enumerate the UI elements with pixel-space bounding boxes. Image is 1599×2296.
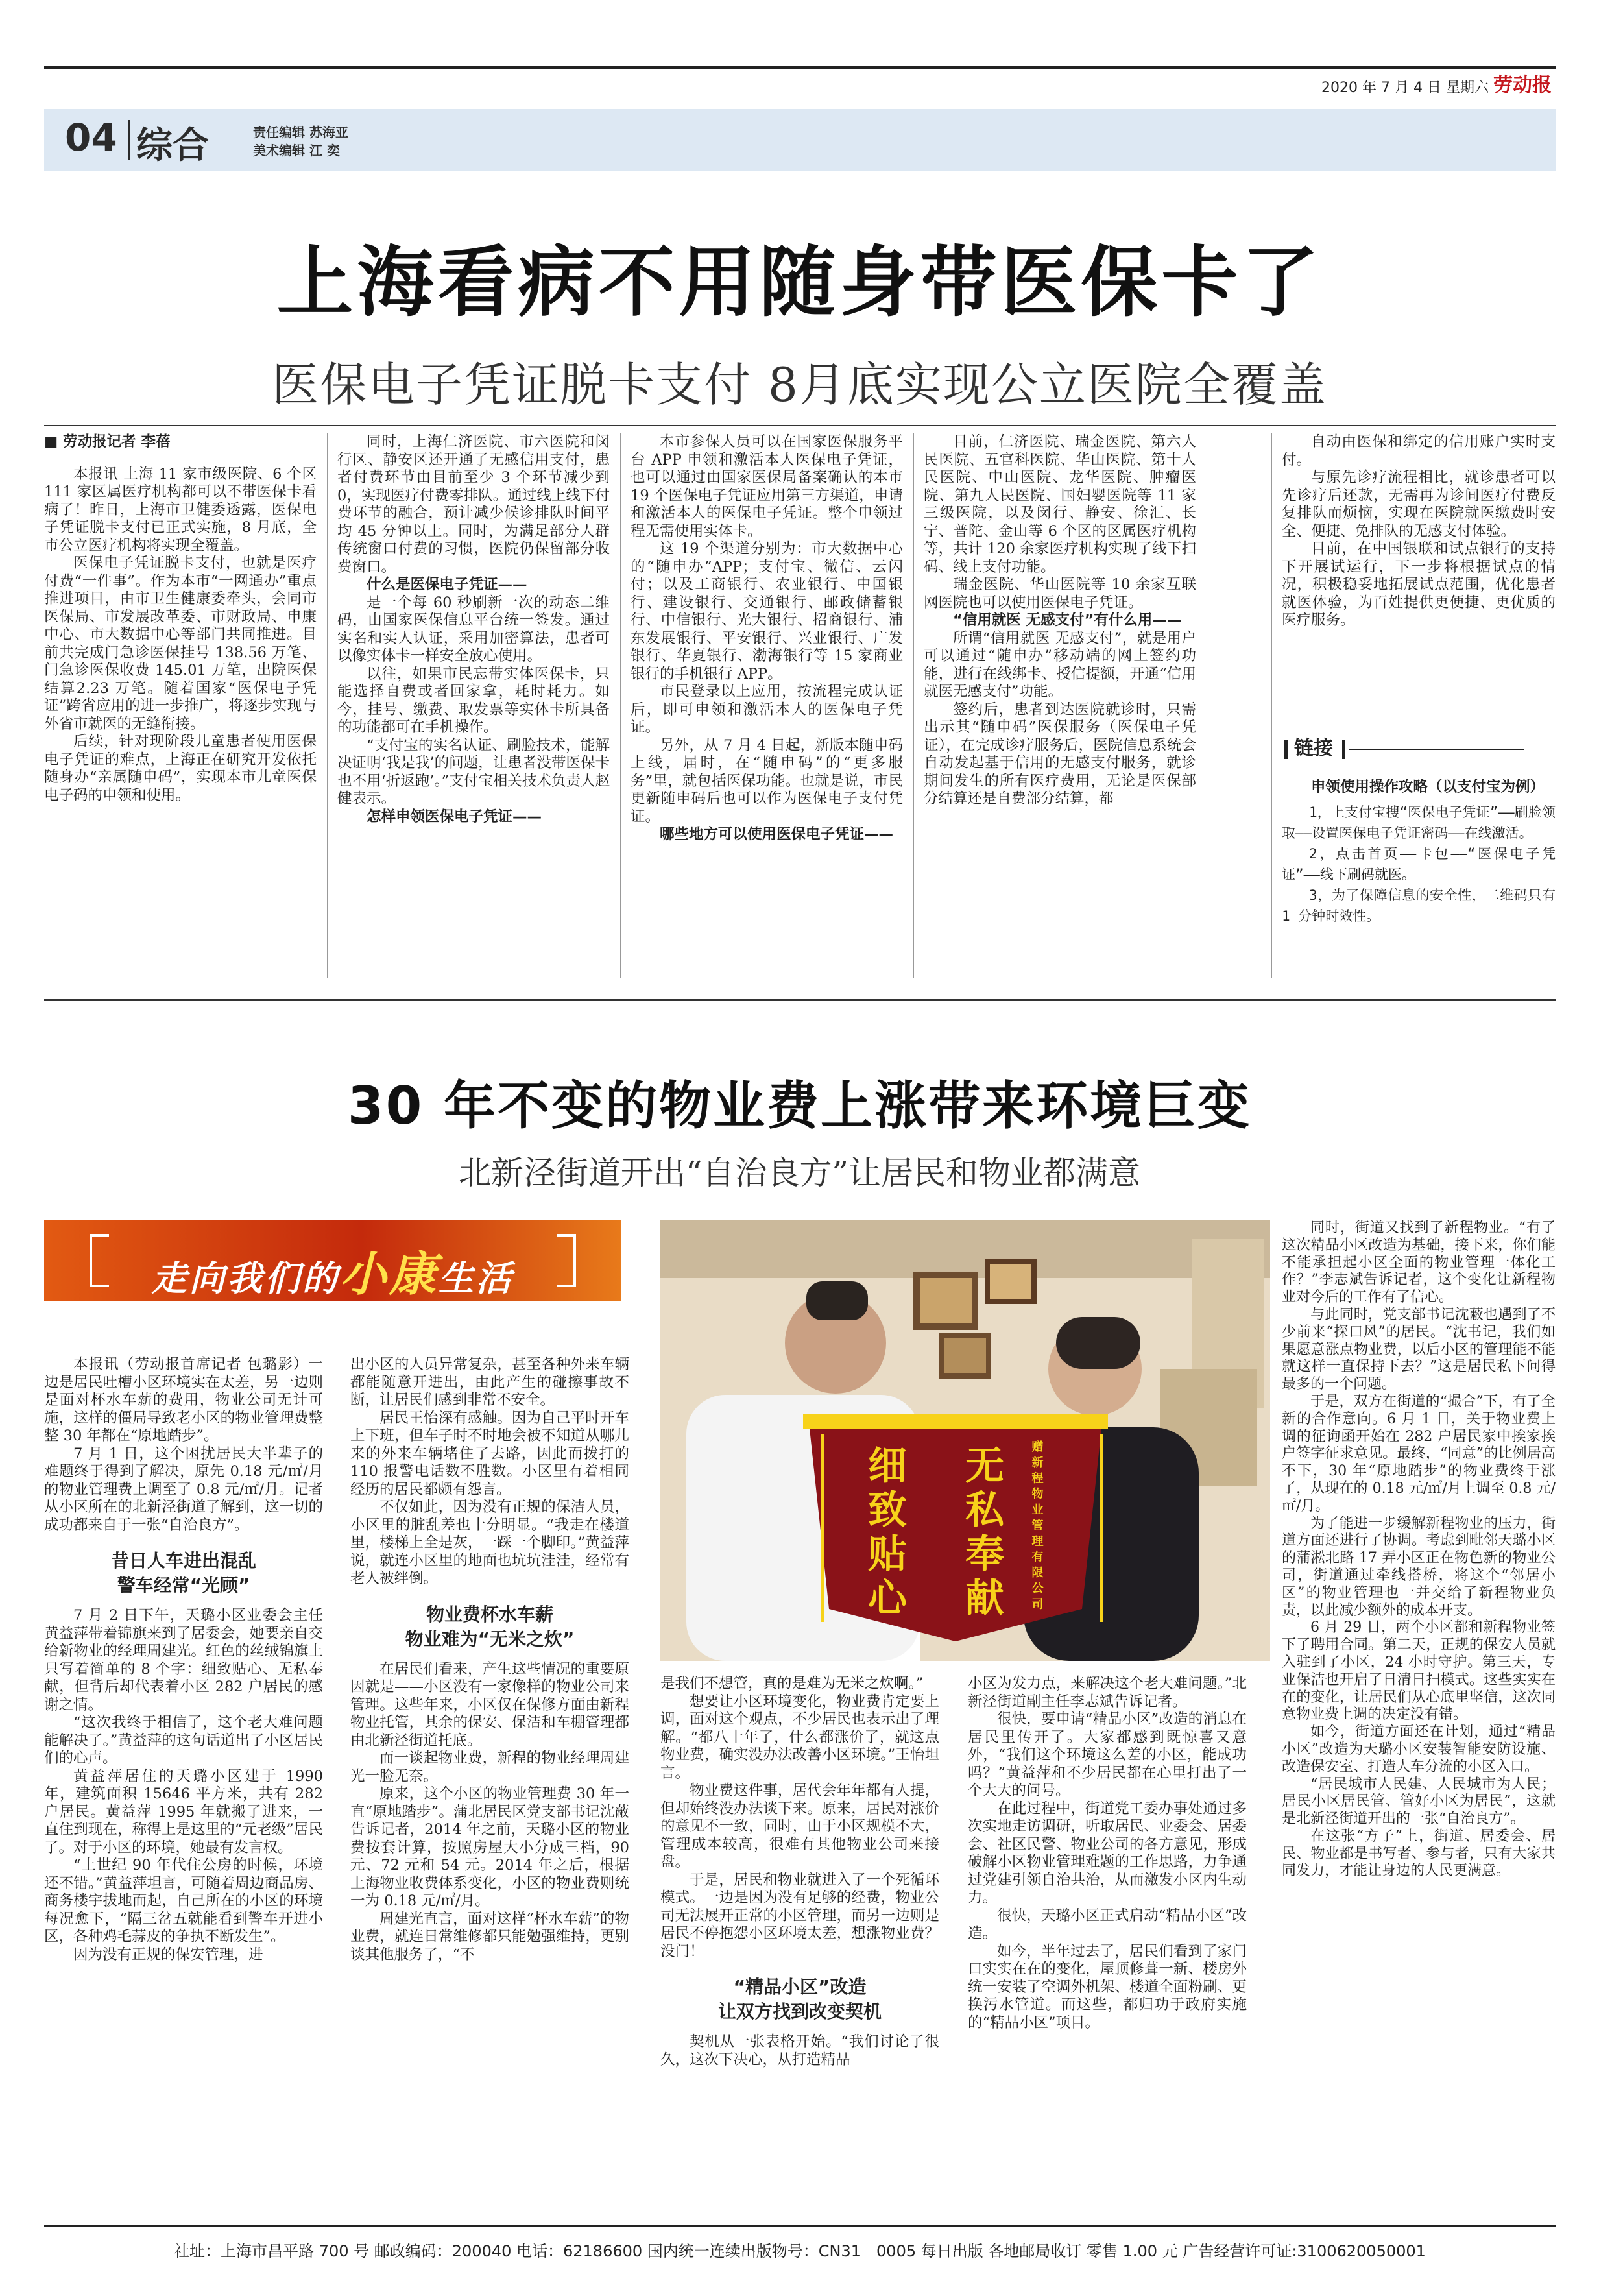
paragraph: 于是，双方在街道的“撮合”下，有了全新的合作意向。6 月 1 日，关于物业费上调的征询函开始在 282 户居民家中挨家挨户签字征求意见。最终，“同意”的比例居高不下，30 年“原地踏步”的物业费终于涨了，从现在的 0.18 元/㎡/月上调至 0.8 元/㎡/月。 [1282, 1393, 1556, 1514]
paragraph: 而一谈起物业费，新程的物业经理周建光一脸无奈。 [350, 1750, 629, 1785]
article2-subhead: 北新泾街道开出“自治良方”让居民和物业都满意 [458, 1154, 1141, 1192]
pennant-char: 奉 [965, 1532, 1004, 1577]
footer-info: 社址：上海市昌平路 700 号 邮政编码：200040 电话：62186600 国内统一连续出版物号：CN31－0005 每日出版 各地邮局收订 零售 1.00 元 广告经营许可证:3100620050001 [174, 2242, 1426, 2260]
pennant-char: 贴 [868, 1532, 907, 1577]
subheading: 怎样申领医保电子凭证—— [367, 808, 542, 825]
pennant-char: 献 [965, 1576, 1004, 1621]
column-sep [620, 433, 621, 978]
top-rule [44, 66, 1556, 69]
paragraph: 周建光直言，面对这样“杯水车薪”的物业费，就连日常维修都只能勉强维持，更别谈其他服务了，“不 [350, 1910, 629, 1963]
section-title: 综合 [136, 124, 209, 167]
news-photo [660, 1220, 1270, 1661]
link-item: 1，上支付宝搜“医保电子凭证”——刷脸领取——设置医保电子凭证密码——在线激活。 [1282, 804, 1556, 841]
paragraph: 后续，针对现阶段儿童患者使用医保电子凭证的难点，上海正在研究开发依托随身办“亲属随申码”，实现本市儿童医保电子码的申领和使用。 [44, 733, 317, 804]
paragraph: 在这张“方子”上，街道、居委会、居民、物业都是书写者、参与者，只有大家共同发力，才能让身边的人民更满意。 [1282, 1828, 1556, 1879]
article1-col4 [924, 433, 1196, 808]
paragraph: 这 19 个渠道分别为：市大数据中心的“随申办”APP；支付宝、微信、云闪付；以及工商银行、农业银行、中国银行、建设银行、交通银行、邮政储蓄银行、中信银行、光大银行、招商银行、浦东发展银行、平安银行、兴业银行、广发银行、华夏银行、渤海银行等 15 家商业银行的手机银行 APP。 [631, 540, 903, 683]
paragraph: 契机从一张表格开始。“我们讨论了很久，这次下决心，从打造精品 [660, 2033, 939, 2068]
paragraph: 目前，在中国银联和试点银行的支持下开展试运行，下一步将根据试点的情况，积极稳妥地拓展试点范围，优化患者就医体验，为百姓提供更便捷、更优质的医疗服务。 [1282, 540, 1556, 629]
paragraph: 自动由医保和绑定的信用账户实时支付。 [1282, 433, 1556, 468]
byline: ■ 劳动报记者 李蓓 [44, 433, 171, 450]
paragraph: 同时，街道又找到了新程物业。“有了这次精品小区改造为基础，接下来，你们能不能承担起小区全面的物业管理一体化工作？”李志斌告诉记者，这个变化让新程物业对今后的工作有了信心。 [1282, 1220, 1556, 1306]
column-sep [1271, 433, 1272, 978]
link-box [1282, 779, 1556, 926]
paragraph: 7 月 2 日下午，天璐小区业委会主任黄益萍带着锦旗来到了居委会，她要亲自交给新物业的经理周建光。红色的丝绒锦旗上只写着简单的 8 个字：细致贴心、无私奉献，但背后却代表着小区 282 户居民的感谢之情。 [44, 1607, 323, 1713]
column-banner [44, 1220, 621, 1301]
paragraph: 签约后，患者到达医院就诊时，只需出示其“随申码”医保服务（医保电子凭证），在完成诊疗服务后，医院信息系统会自动发起基于信用的无感支付服务，就诊期间发生的所有医疗费用，无论是医保部分结算还是自费部分结算，都 [924, 701, 1196, 807]
paragraph: 目前，仁济医院、瑞金医院、第六人民医院、五官科医院、华山医院、第十人民医院、中山医院、龙华医院、肿瘤医院、第九人民医院、国妇婴医院等 11 家三级医院，以及闵行、静安、徐汇、长宁、普陀、金山等 6 个区的区属医疗机构等，共计 120 余家医疗机构实现了线下扫码、线上支付功能。 [924, 433, 1196, 575]
paragraph: 是我们不想管，真的是难为无米之炊啊。” [660, 1675, 924, 1692]
article2-col2 [350, 1356, 629, 1964]
issue-date: 2020 年 7 月 4 日 星期六 [1321, 80, 1489, 96]
paragraph: 黄益萍居住的天璐小区建于 1990 年，建筑面积 15646 平方米，共有 282 户居民。黄益萍 1995 年就搬了进来，一直住到现在，称得上是这里的“元老级”居民了。对于小区的环境，她最有发言权。 [44, 1767, 323, 1856]
paragraph: “上世纪 90 年代住公房的时候，环境还不错。”黄益萍坦言，可随着周边商品房、商务楼宇拔地而起，自己所在的小区的环境每况愈下，“隔三岔五就能看到警车开进小区，各种鸡毛蒜皮的争执不断发生”。 [44, 1857, 323, 1945]
article1-col2 [337, 433, 610, 826]
subheading: 哪些地方可以使用医保电子凭证—— [660, 826, 894, 843]
paragraph: 居民王怡深有感触。因为自己平时开车上下班，但车子时不时地会被不知道从哪儿来的外来车辆堵住了去路，因此而拨打的 110 报警电话数不胜数。小区里有着相同经历的居民都颇有怨言。 [350, 1409, 629, 1498]
paragraph: 出小区的人员异常复杂，甚至各种外来车辆都能随意开进出，由此产生的碰擦事故不断，让居民们感到非常不安全。 [350, 1356, 629, 1408]
pennant-top: 赠 新 程 物 业 管 理 有 限 公 司 [1029, 1440, 1044, 1610]
crosshead: 物业费杯水车薪 物业难为“无米之炊” [405, 1603, 575, 1650]
paragraph: 本市参保人员可以在国家医保服务平台 APP 申领和激活本人医保电子凭证，也可以通过由国家医保局备案确认的本市 19 个医保电子凭证应用第三方渠道，申请和激活本人的医保电子凭证。整个申领过程无需使用实体卡。 [631, 433, 903, 540]
editor-line: 责任编辑 苏海亚 [253, 125, 348, 140]
paragraph: 为了能进一步缓解新程物业的压力，街道方面还进行了协调。考虑到毗邻天璐小区的蒲淞北路 17 弄小区正在物色新的物业公司，街道通过牵线搭桥，将这个“邻居小区”的物业管理也一并交给了新程物业负责，以此减少额外的成本开支。 [1282, 1515, 1556, 1619]
paragraph: 所谓“信用就医 无感支付”，就是用户可以通过“随申办”移动端的网上签约功能，进行在线绑卡、授信提额，开通“信用就医无感支付”功能。 [924, 629, 1196, 700]
paragraph: “支付宝的实名认证、刷脸技术，能解决证明‘我是我’的问题，让患者没带医保卡也不用‘折返跑’。”支付宝相关技术负责人赵健表示。 [337, 736, 610, 807]
paragraph: 是一个每 60 秒刷新一次的动态二维码，由国家医保信息平台统一签发。通过实名和实人认证，采用加密算法，患者可以像实体卡一样安全放心使用。 [337, 594, 610, 664]
article2-col3 [660, 1675, 939, 2069]
subheading: 什么是医保电子凭证—— [367, 576, 527, 593]
paragraph: 7 月 1 日，这个困扰居民大半辈子的难题终于得到了解决，原先 0.18 元/㎡/月的物业管理费上调至了 0.8 元/㎡/月。记者从小区所在的北新泾街道了解到，这一切的成功都来自于一张“自治良方”。 [44, 1445, 323, 1534]
banner-title [44, 1237, 621, 1301]
paragraph: 因为没有正规的保安管理，进 [73, 1946, 263, 1963]
paragraph: 原来，这个小区的物业管理费 30 年一直“原地踏步”。蒲北居民区党支部书记沈蔽告诉记者，2014 年之前，天璐小区的物业费按套计算，按照房屋大小分成三档，90 元、72 元和 54 元。2014 年之后，根据上海物业收费体系变化，小区的物业费则统一为 0.18 元/㎡/月。 [350, 1785, 629, 1909]
pennant-char: 细 [868, 1444, 907, 1489]
page-number: 04 [65, 115, 117, 160]
photo-illustration [660, 1220, 1270, 1661]
article-divider [44, 999, 1556, 1001]
crosshead: “精品小区”改造 让双方找到改变契机 [717, 1976, 882, 2022]
article1-rule [44, 425, 1556, 426]
paragraph: 很快，天璐小区正式启动“精品小区”改造。 [968, 1907, 1247, 1942]
paragraph: 小区为发力点，来解决这个老大难问题。”北新泾街道副主任李志斌告诉记者。 [968, 1675, 1247, 1710]
paragraph: 另外，从 7 月 4 日起，新版本随申码上线，届时，在“随申码”的“更多服务”里，就包括医保功能。也就是说，市民更新随申码后也可以作为医保电子支付凭证。 [631, 736, 903, 825]
article2-headline: 30 年不变的物业费上涨带来环境巨变 [347, 1076, 1252, 1136]
article1-headline: 上海看病不用随身带医保卡了 [276, 237, 1323, 327]
footer-rule [44, 2225, 1556, 2227]
column-sep [327, 433, 328, 978]
paragraph: 与此同时，党支部书记沈蔽也遇到了不少前来“探口风”的居民。“沈书记，我们如果愿意涨点物业费，以后小区的管理能不能就这样一直保持下去？”这是居民私下问得最多的一个问题。 [1282, 1306, 1556, 1393]
banner-right: 生活 [439, 1258, 514, 1299]
banner-left: 走向我们的 [151, 1258, 340, 1299]
paragraph: “这次我终于相信了，这个老大难问题能解决了。”黄益萍的这句话道出了小区居民们的心声。 [44, 1714, 323, 1767]
paragraph: 本报讯 上海 11 家市级医院、6 个区 111 家区属医疗机构都可以不带医保卡看病了！昨日，上海市卫健委透露，医保电子凭证脱卡支付已正式实施，8 月底，全市公立医疗机构将实现全覆盖。 [44, 465, 317, 554]
column-sep [913, 433, 914, 978]
link-item: 2，点击首页——卡包——“医保电子凭证”——线下刷码就医。 [1282, 845, 1556, 882]
paragraph: 不仅如此，因为没有正规的保洁人员，小区里的脏乱差也十分明显。“我走在楼道里，楼梯上全是灰，一踩一个脚印。”黄益萍说，就连小区里的地面也坑坑洼洼，经常有老人被绊倒。 [350, 1499, 629, 1587]
paragraph: 如今，街道方面还在计划，通过“精品小区”改造为天璐小区安装智能安防设施、改造保安室、打造人车分流的小区入口。 [1282, 1724, 1556, 1775]
article1-subhead: 医保电子凭证脱卡支付 8月底实现公立医院全覆盖 [272, 357, 1327, 412]
paragraph: 在此过程中，街道党工委办事处通过多次实地走访调研，听取居民、业委会、居委会、社区民警、物业公司的各方意见，形成破解小区物业管理难题的工作思路，力争通过党建引领自治共治，从而激发小区内生动力。 [968, 1800, 1247, 1906]
link-box-label [1284, 732, 1524, 760]
link-bar [1342, 740, 1345, 759]
link-rule [1349, 749, 1524, 750]
article1-col5 [1282, 433, 1556, 630]
article2-col5 [1282, 1220, 1556, 1880]
link-bar [1284, 740, 1288, 759]
paragraph: 本报讯（劳动报首席记者 包璐影）一边是居民吐槽小区环境实在太差，另一边则是面对杯水车薪的费用，物业公司无计可施，这样的僵局导致老小区的物业管理费整整 30 年都在“原地踏步”。 [44, 1356, 323, 1444]
pennant-char: 无 [965, 1444, 1004, 1489]
paragraph: 市民登录以上应用，按流程完成认证后，即可申领和激活本人的医保电子凭证。 [631, 683, 903, 736]
paragraph: 6 月 29 日，两个小区都和新程物业签下了聘用合同。第二天，正规的保安人员就入驻到了小区，24 小时守护。第三天，专业保洁也开启了日清日扫模式。这些实实在在的变化，让居民们从心底里坚信，这次同意物业费上调的决定没有错。 [1282, 1619, 1556, 1723]
crosshead: 昔日人车进出混乱 警车经常“光顾” [110, 1550, 256, 1596]
newspaper-logo: 劳动报 [1493, 74, 1552, 97]
divider [128, 120, 130, 160]
paragraph: 物业费这件事，居代会年年都有人提，但却始终没办法谈下来。原来，居民对涨价的意见不一致，同时，由于小区规模不大，管理成本较高，很难有其他物业公司来接盘。 [660, 1782, 939, 1870]
paragraph: 医保电子凭证脱卡支付，也就是医疗付费“一件事”。作为本市“一网通办”重点推进项目，由市卫生健康委牵头，会同市医保局、市发展改革委、市财政局、申康中心、市大数据中心等部门共同推进。目前共完成门急诊医保挂号 138.56 万笔、门急诊医保收费 145.01 万笔，出院医保结算2.23 万笔。随着国家“医保电子凭证”跨省应用的进一步推广，将逐步实现与外省市就医的无缝衔接。 [44, 555, 317, 732]
article2-col4 [968, 1675, 1247, 2032]
paragraph: 在居民们看来，产生这些情况的重要原因就是——小区没有一家像样的物业公司来管理。这些年来，小区仅在保修方面由新程物业托管，其余的保安、保洁和车棚管理都由北新泾街道托底。 [350, 1660, 629, 1749]
article1-col3 [631, 433, 903, 844]
link-label: 链接 [1294, 737, 1333, 760]
link-title: 申领使用操作攻略（以支付宝为例） [1311, 779, 1545, 795]
subheading: “信用就医 无感支付”有什么用—— [953, 612, 1182, 629]
article1-col1 [44, 433, 317, 804]
paragraph: 同时，上海仁济医院、市六医院和闵行区、静安区还开通了无感信用支付，患者付费环节由目前至少 3 个环节减少到 0，实现医疗付费零排队。通过线上线下付费环节的融合，预计减少候诊排队时间平均 45 分钟以上。同时，为满足部分人群传统窗口付费的习惯，医院仍保留部分收费窗口。 [337, 433, 610, 575]
editors [253, 123, 348, 160]
pennant-char: 心 [868, 1576, 907, 1621]
paragraph: 想要让小区环境变化，物业费肯定要上调，面对这个观点，不少居民也表示出了理解。“都八十年了，什么都涨价了，就这点物业费，确实没办法改善小区环境。”王怡坦言。 [660, 1693, 939, 1782]
paragraph: 很快，要申请“精品小区”改造的消息在居民里传开了。大家都感到既惊喜又意外，“我们这个环境这么差的小区，能成功吗？”黄益萍和不少居民都在心里打出了一个大大的问号。 [968, 1711, 1247, 1799]
paragraph: 于是，居民和物业就进入了一个死循环模式。一边是因为没有足够的经费，物业公司无法展开正常的小区管理，而另一边则是居民不停抱怨小区环境太差，想涨物业费？没门！ [660, 1871, 939, 1960]
paragraph: 以往，如果市民忘带实体医保卡，只能选择自费或者回家拿，耗时耗力。如今，挂号、缴费、取发票等实体卡所具备的功能都可在手机操作。 [337, 665, 610, 736]
paragraph: “居民城市人民建、人民城市为人民；居民小区居民管、管好小区为居民”，这就是北新泾街道开出的一张“自治良方”。 [1282, 1776, 1556, 1828]
paragraph: 如今，半年过去了，居民们看到了家门口实实在在的变化，屋顶修葺一新、楼房外统一安装了空调外机架、楼道全面粉刷、更换污水管道。而这些，都归功于政府实施的“精品小区”项目。 [968, 1942, 1247, 2031]
article2-col1 [44, 1356, 323, 1964]
art-editor-line: 美术编辑 江 奕 [253, 143, 340, 158]
banner-mid: 小康 [339, 1247, 439, 1301]
pennant-char: 私 [965, 1488, 1004, 1533]
paragraph: 瑞金医院、华山医院等 10 余家互联网医院也可以使用医保电子凭证。 [924, 576, 1196, 611]
link-item: 3，为了保障信息的安全性，二维码只有 1 分钟时效性。 [1282, 887, 1556, 924]
pennant-char: 致 [868, 1488, 907, 1533]
paragraph: 与原先诊疗流程相比，就诊患者可以先诊疗后还款，无需再为诊间医疗付费反复排队而烦恼，实现在医院就医缴费时安全、便捷、免排队的无感支付体验。 [1282, 469, 1556, 540]
